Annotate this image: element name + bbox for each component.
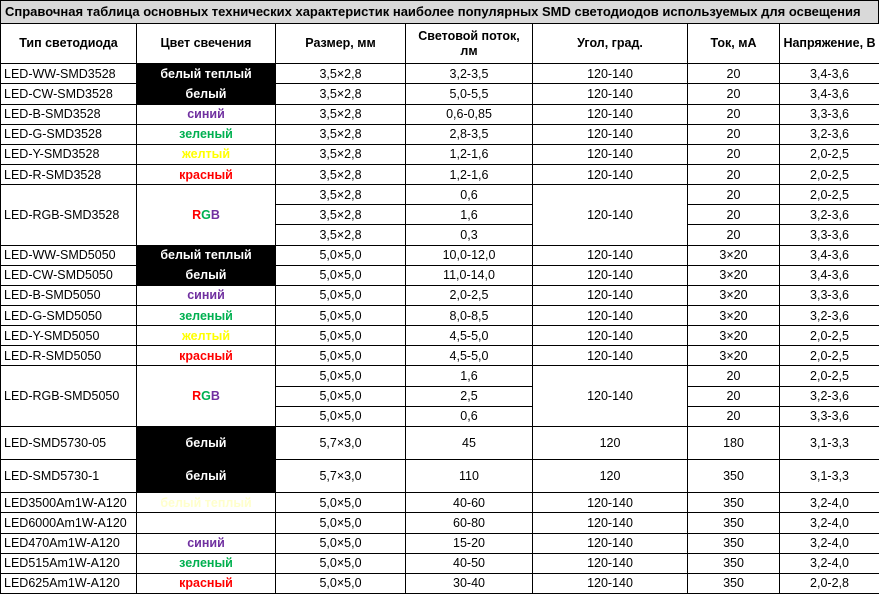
rgb-letter-b: B — [210, 207, 220, 222]
cell-size: 5,0×5,0 — [276, 513, 406, 533]
cell-size: 5,7×3,0 — [276, 460, 406, 493]
cell-type: LED-WW-SMD5050 — [1, 245, 137, 265]
cell-size: 5,7×3,0 — [276, 426, 406, 459]
table-row — [1, 245, 879, 265]
table-row — [1, 573, 879, 593]
cell-angle: 120 — [533, 460, 688, 493]
cell-angle: 120-140 — [533, 144, 688, 164]
cell-current: 20 — [688, 124, 780, 144]
table-title: Справочная таблица основных технических характеристик наиболее популярных SMD светодиодов используемых для освещения — [0, 0, 879, 24]
cell-size: 3,5×2,8 — [276, 144, 406, 164]
cell-voltage: 3,3-3,6 — [780, 406, 879, 426]
cell-size: 5,0×5,0 — [276, 285, 406, 305]
cell-current: 20 — [688, 64, 780, 84]
cell-angle: 120-140 — [533, 553, 688, 573]
cell-angle: 120-140 — [533, 326, 688, 346]
cell-voltage: 2,0-2,8 — [780, 573, 879, 593]
cell-color-rgb — [137, 185, 276, 245]
cell-current: 350 — [688, 460, 780, 493]
cell-flux: 0,6 — [406, 185, 533, 205]
cell-type: LED-CW-SMD3528 — [1, 84, 137, 104]
cell-color — [137, 513, 276, 533]
cell-angle: 120-140 — [533, 573, 688, 593]
rgb-letter-r: R — [192, 207, 202, 222]
cell-color: желтый — [137, 326, 276, 346]
cell-color: белый — [137, 460, 276, 493]
cell-voltage: 3,2-4,0 — [780, 553, 879, 573]
cell-color: красный — [137, 164, 276, 184]
cell-angle: 120-140 — [533, 164, 688, 184]
cell-color: зеленый — [137, 553, 276, 573]
cell-size: 5,0×5,0 — [276, 265, 406, 285]
cell-color: синий — [137, 285, 276, 305]
cell-current: 350 — [688, 493, 780, 513]
table-row — [1, 285, 879, 305]
cell-flux: 3,2-3,5 — [406, 64, 533, 84]
cell-angle: 120-140 — [533, 346, 688, 366]
cell-size: 5,0×5,0 — [276, 305, 406, 325]
cell-voltage: 3,2-3,6 — [780, 205, 879, 225]
cell-type: LED-G-SMD5050 — [1, 305, 137, 325]
cell-angle: 120-140 — [533, 493, 688, 513]
cell-current: 20 — [688, 205, 780, 225]
cell-type: LED-R-SMD5050 — [1, 346, 137, 366]
cell-flux: 60-80 — [406, 513, 533, 533]
rgb-letter-g: G — [201, 389, 211, 404]
cell-voltage: 3,1-3,3 — [780, 460, 879, 493]
table-row — [1, 426, 879, 459]
cell-color: белый — [137, 426, 276, 459]
cell-voltage: 2,0-2,5 — [780, 164, 879, 184]
table-row — [1, 164, 879, 184]
cell-flux: 1,2-1,6 — [406, 164, 533, 184]
cell-size: 5,0×5,0 — [276, 386, 406, 406]
rgb-letter-b: B — [210, 389, 220, 404]
cell-voltage: 3,2-4,0 — [780, 493, 879, 513]
cell-flux: 0,6 — [406, 406, 533, 426]
table-row — [1, 513, 879, 533]
table-row — [1, 533, 879, 553]
cell-type: LED470Am1W-A120 — [1, 533, 137, 553]
cell-current: 20 — [688, 406, 780, 426]
cell-current: 20 — [688, 144, 780, 164]
table-row — [1, 346, 879, 366]
cell-voltage: 3,2-3,6 — [780, 386, 879, 406]
cell-type: LED-G-SMD3528 — [1, 124, 137, 144]
cell-voltage: 3,3-3,6 — [780, 104, 879, 124]
cell-size: 5,0×5,0 — [276, 573, 406, 593]
cell-type: LED-R-SMD3528 — [1, 164, 137, 184]
cell-voltage: 3,4-3,6 — [780, 84, 879, 104]
table-row — [1, 265, 879, 285]
header-type: Тип светодиода — [1, 24, 137, 64]
cell-current: 20 — [688, 386, 780, 406]
cell-current: 20 — [688, 366, 780, 386]
cell-type: LED-Y-SMD5050 — [1, 326, 137, 346]
cell-current: 20 — [688, 185, 780, 205]
cell-color: зеленый — [137, 124, 276, 144]
cell-color: синий — [137, 533, 276, 553]
cell-color: зеленый — [137, 305, 276, 325]
cell-angle: 120-140 — [533, 245, 688, 265]
cell-voltage: 2,0-2,5 — [780, 346, 879, 366]
cell-flux: 1,6 — [406, 205, 533, 225]
cell-color: красный — [137, 573, 276, 593]
header-angle: Угол, град. — [533, 24, 688, 64]
cell-color-rgb — [137, 366, 276, 426]
cell-type: LED625Am1W-A120 — [1, 573, 137, 593]
cell-angle: 120-140 — [533, 84, 688, 104]
cell-color: красный — [137, 346, 276, 366]
cell-flux: 40-60 — [406, 493, 533, 513]
cell-flux: 1,6 — [406, 366, 533, 386]
cell-flux: 2,0-2,5 — [406, 285, 533, 305]
cell-angle: 120-140 — [533, 513, 688, 533]
cell-size: 5,0×5,0 — [276, 245, 406, 265]
cell-angle: 120 — [533, 426, 688, 459]
cell-voltage: 2,0-2,5 — [780, 144, 879, 164]
cell-color: белый теплый — [137, 64, 276, 84]
cell-voltage: 3,4-3,6 — [780, 265, 879, 285]
cell-type: LED-SMD5730-1 — [1, 460, 137, 493]
cell-current: 3×20 — [688, 245, 780, 265]
cell-type: LED-B-SMD3528 — [1, 104, 137, 124]
cell-size: 3,5×2,8 — [276, 225, 406, 245]
cell-voltage: 2,0-2,5 — [780, 326, 879, 346]
cell-current: 350 — [688, 573, 780, 593]
header-flux: Световой поток, лм — [406, 24, 533, 64]
cell-angle: 120-140 — [533, 185, 688, 245]
cell-flux: 4,5-5,0 — [406, 326, 533, 346]
cell-size: 5,0×5,0 — [276, 493, 406, 513]
cell-current: 350 — [688, 553, 780, 573]
cell-flux: 110 — [406, 460, 533, 493]
table-row — [1, 366, 879, 386]
cell-flux: 10,0-12,0 — [406, 245, 533, 265]
table-row — [1, 64, 879, 84]
cell-current: 3×20 — [688, 326, 780, 346]
cell-type: LED-B-SMD5050 — [1, 285, 137, 305]
cell-size: 3,5×2,8 — [276, 205, 406, 225]
cell-current: 180 — [688, 426, 780, 459]
cell-voltage: 3,2-3,6 — [780, 305, 879, 325]
cell-current: 3×20 — [688, 346, 780, 366]
cell-angle: 120-140 — [533, 64, 688, 84]
table-row — [1, 124, 879, 144]
table-row — [1, 104, 879, 124]
cell-type: LED515Am1W-A120 — [1, 553, 137, 573]
cell-angle: 120-140 — [533, 104, 688, 124]
cell-flux: 1,2-1,6 — [406, 144, 533, 164]
table-row — [1, 493, 879, 513]
table-row — [1, 553, 879, 573]
cell-current: 20 — [688, 104, 780, 124]
cell-angle: 120-140 — [533, 265, 688, 285]
cell-flux: 8,0-8,5 — [406, 305, 533, 325]
cell-flux: 11,0-14,0 — [406, 265, 533, 285]
header-current: Ток, мА — [688, 24, 780, 64]
cell-voltage: 3,2-4,0 — [780, 513, 879, 533]
cell-size: 5,0×5,0 — [276, 326, 406, 346]
cell-color: синий — [137, 104, 276, 124]
rgb-letter-g: G — [201, 207, 211, 222]
cell-color: белый — [137, 84, 276, 104]
cell-size: 5,0×5,0 — [276, 553, 406, 573]
led-spec-table — [0, 23, 879, 594]
cell-flux: 2,5 — [406, 386, 533, 406]
cell-current: 350 — [688, 513, 780, 533]
cell-size: 3,5×2,8 — [276, 164, 406, 184]
cell-size: 5,0×5,0 — [276, 346, 406, 366]
cell-size: 3,5×2,8 — [276, 185, 406, 205]
cell-current: 20 — [688, 225, 780, 245]
cell-size: 5,0×5,0 — [276, 533, 406, 553]
cell-type: LED-RGB-SMD3528 — [1, 185, 137, 245]
table-row — [1, 185, 879, 205]
cell-voltage: 3,1-3,3 — [780, 426, 879, 459]
cell-flux: 40-50 — [406, 553, 533, 573]
table-row — [1, 305, 879, 325]
cell-voltage: 2,0-2,5 — [780, 366, 879, 386]
cell-voltage: 3,2-3,6 — [780, 124, 879, 144]
cell-angle: 120-140 — [533, 366, 688, 426]
table-row — [1, 144, 879, 164]
cell-voltage: 3,3-3,6 — [780, 285, 879, 305]
cell-type: LED6000Am1W-A120 — [1, 513, 137, 533]
cell-type: LED-SMD5730-05 — [1, 426, 137, 459]
cell-angle: 120-140 — [533, 285, 688, 305]
cell-color: белый теплый — [137, 245, 276, 265]
cell-flux: 45 — [406, 426, 533, 459]
cell-flux: 5,0-5,5 — [406, 84, 533, 104]
cell-color: белый теплый — [137, 493, 276, 513]
cell-current: 20 — [688, 84, 780, 104]
cell-size: 3,5×2,8 — [276, 104, 406, 124]
cell-type: LED-CW-SMD5050 — [1, 265, 137, 285]
header-voltage: Напряжение, В — [780, 24, 879, 64]
cell-size: 3,5×2,8 — [276, 64, 406, 84]
cell-voltage: 3,4-3,6 — [780, 245, 879, 265]
rgb-letter-r: R — [192, 389, 202, 404]
table-row — [1, 460, 879, 493]
cell-flux: 15-20 — [406, 533, 533, 553]
header-size: Размер, мм — [276, 24, 406, 64]
cell-color: белый — [137, 265, 276, 285]
header-color: Цвет свечения — [137, 24, 276, 64]
cell-size: 5,0×5,0 — [276, 406, 406, 426]
cell-angle: 120-140 — [533, 305, 688, 325]
cell-current: 3×20 — [688, 305, 780, 325]
cell-flux: 30-40 — [406, 573, 533, 593]
cell-type: LED-WW-SMD3528 — [1, 64, 137, 84]
cell-angle: 120-140 — [533, 533, 688, 553]
cell-current: 3×20 — [688, 285, 780, 305]
cell-color: желтый — [137, 144, 276, 164]
cell-flux: 0,6-0,85 — [406, 104, 533, 124]
table-row — [1, 84, 879, 104]
cell-flux: 0,3 — [406, 225, 533, 245]
cell-flux: 4,5-5,0 — [406, 346, 533, 366]
cell-voltage: 2,0-2,5 — [780, 185, 879, 205]
cell-current: 350 — [688, 533, 780, 553]
cell-voltage: 3,4-3,6 — [780, 64, 879, 84]
cell-voltage: 3,2-4,0 — [780, 533, 879, 553]
cell-size: 3,5×2,8 — [276, 84, 406, 104]
cell-voltage: 3,3-3,6 — [780, 225, 879, 245]
cell-type: LED-RGB-SMD5050 — [1, 366, 137, 426]
cell-type: LED-Y-SMD3528 — [1, 144, 137, 164]
cell-current: 20 — [688, 164, 780, 184]
table-row — [1, 326, 879, 346]
cell-size: 5,0×5,0 — [276, 366, 406, 386]
cell-type: LED3500Am1W-A120 — [1, 493, 137, 513]
cell-flux: 2,8-3,5 — [406, 124, 533, 144]
cell-angle: 120-140 — [533, 124, 688, 144]
header-row — [1, 24, 879, 64]
cell-size: 3,5×2,8 — [276, 124, 406, 144]
cell-current: 3×20 — [688, 265, 780, 285]
